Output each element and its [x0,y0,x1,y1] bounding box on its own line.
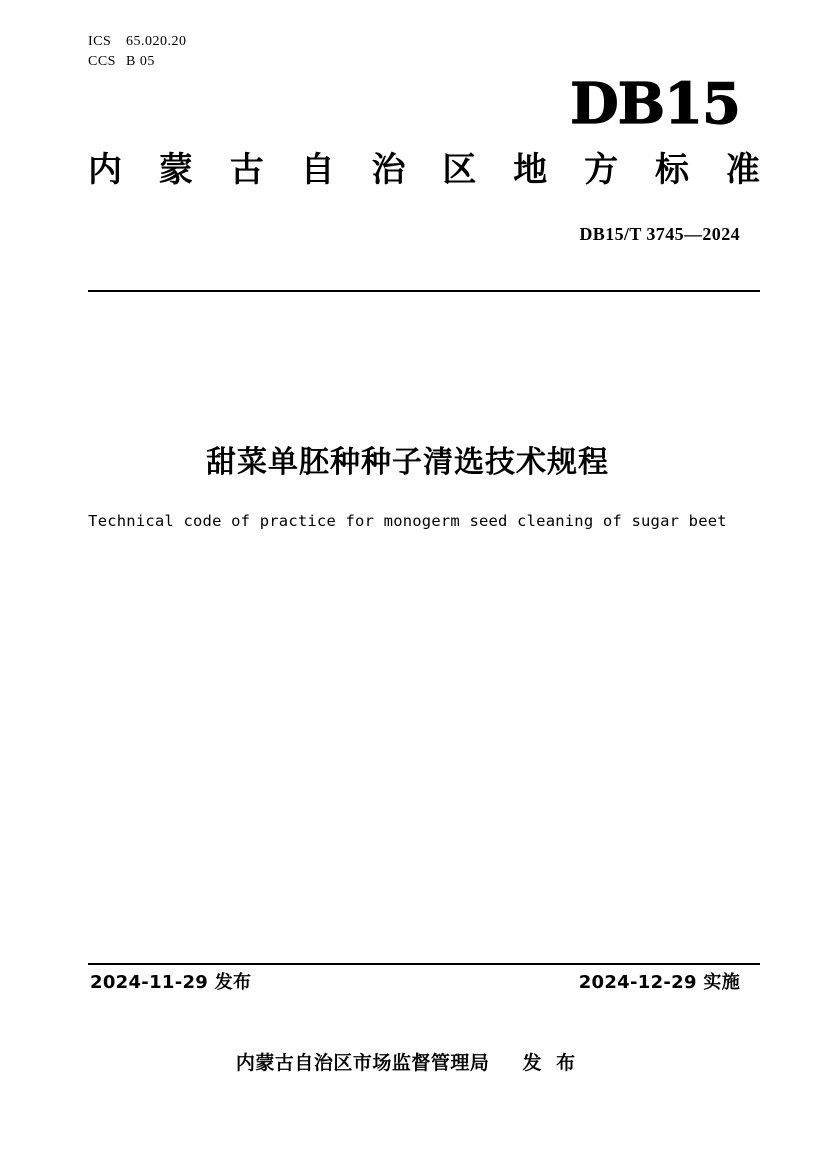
standard-org-title [88,148,760,192]
classification-block [88,32,187,72]
ics-label: ICS [88,34,112,49]
document-title-english: Technical code of practice for monogerm seed cleaning of sugar beet [88,512,727,530]
db15-logo: DB15 [570,71,740,137]
publisher-action: 发 布 [522,1052,580,1074]
publisher-name: 内蒙古自治区市场监督管理局 [235,1052,490,1074]
org-char: 标 [655,150,689,190]
org-char: 古 [229,150,264,190]
divider-bottom [88,963,760,965]
ccs-value: B 05 [126,54,155,69]
ccs-label: CCS [88,54,116,69]
ics-line [88,32,187,52]
org-char: 治 [371,150,406,190]
implementation-date: 2024-12-29 实施 [578,972,740,993]
document-title-chinese: 甜菜单胚种种子清选技术规程 [206,445,609,480]
org-char: 方 [584,150,619,190]
issue-date: 2024-11-29 发布 [90,972,252,993]
org-char: 区 [442,150,477,190]
divider-top [88,290,760,292]
org-char: 蒙 [158,150,193,190]
org-char: 地 [513,150,548,190]
ics-value: 65.020.20 [126,34,187,49]
publisher-line [0,1048,815,1075]
standard-number: DB15/T 3745—2024 [579,224,740,244]
org-char: 内 [88,150,122,190]
org-char: 准 [725,150,760,190]
org-char: 自 [300,150,335,190]
ccs-line [88,52,187,72]
